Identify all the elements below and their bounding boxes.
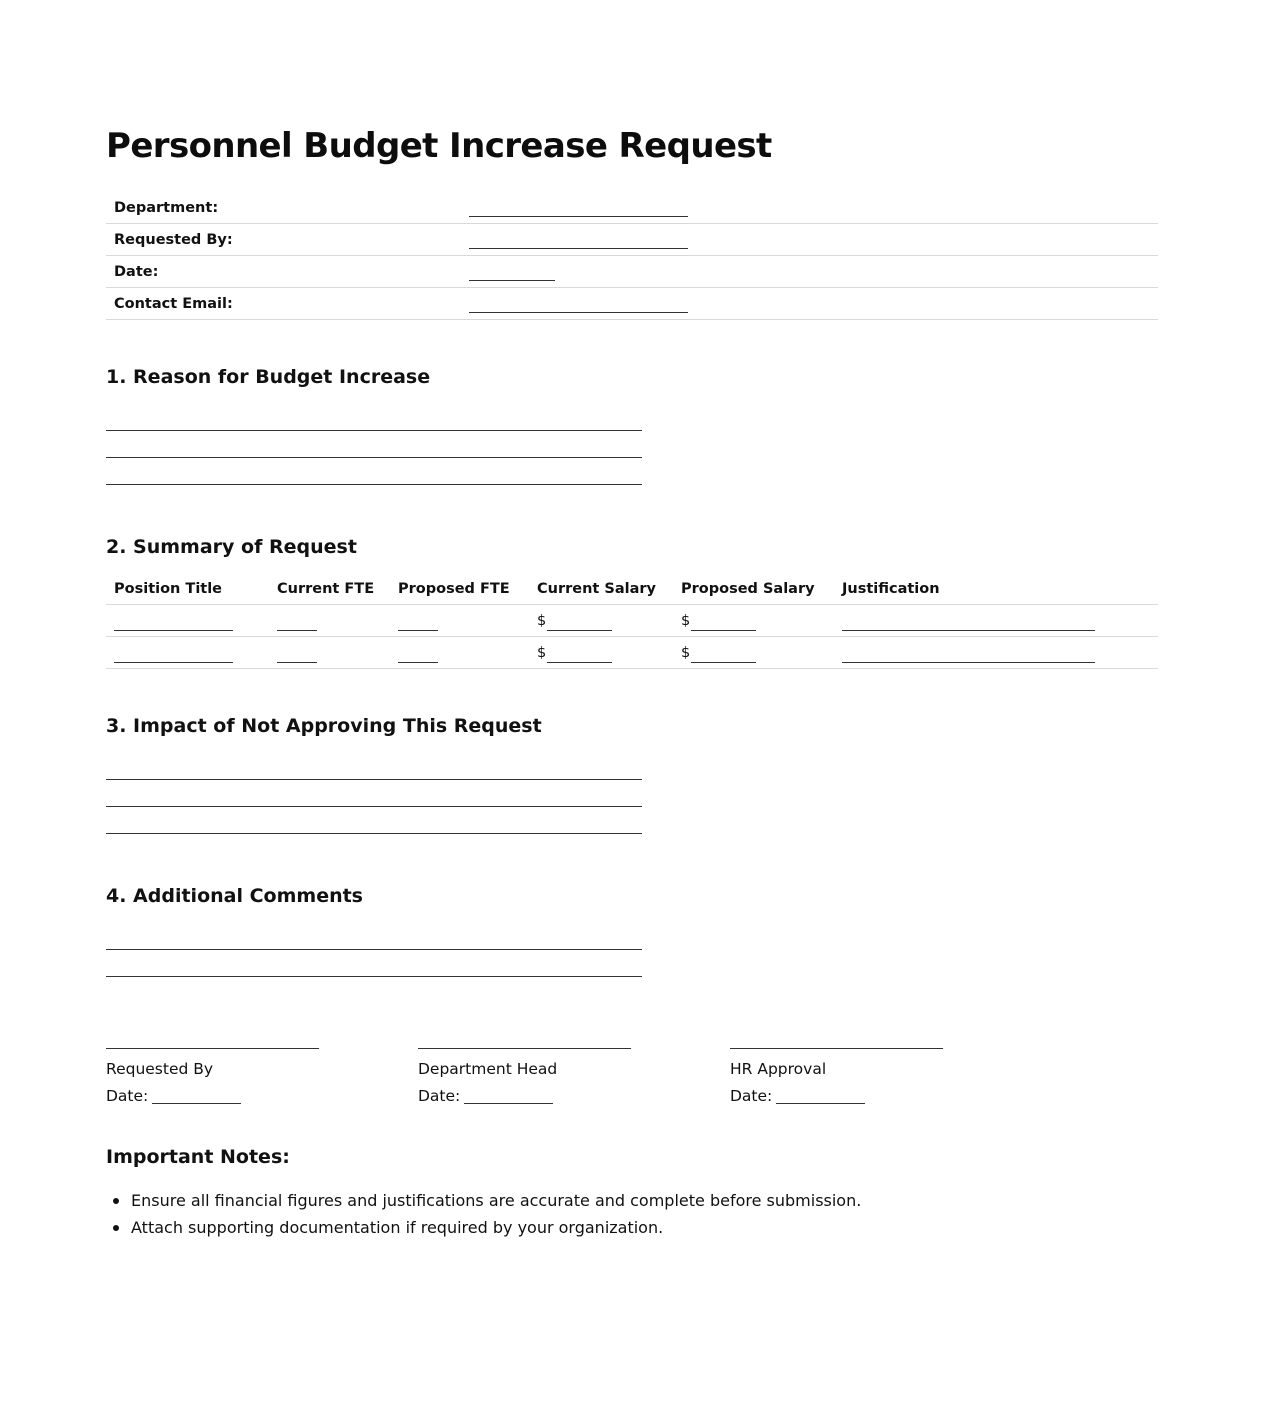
signature-line[interactable] [106,1048,319,1049]
note-text: Attach supporting documentation if required by your organization. [131,1218,664,1237]
bullet-icon [113,1198,119,1204]
current-salary-currency: $ [537,645,547,661]
notes-list [106,1191,861,1245]
contact-email-label: Contact Email: [114,296,233,312]
current-salary-field[interactable] [547,662,612,663]
proposed-salary-currency: $ [681,613,691,629]
section-impact-title: 3. Impact of Not Approving This Request [106,715,542,737]
header-proposed-fte: Proposed FTE [398,581,510,597]
header-proposed-salary: Proposed Salary [681,581,815,597]
impact-line-3[interactable] [106,833,642,834]
signature-date-field[interactable] [776,1103,865,1104]
header-current-fte: Current FTE [277,581,375,597]
justification-field[interactable] [842,630,1095,631]
current-fte-field[interactable] [277,630,317,631]
reason-line-2[interactable] [106,457,642,458]
page-title: Personnel Budget Increase Request [106,126,772,166]
summary-table-header [106,573,1158,605]
current-fte-field[interactable] [277,662,317,663]
table-row [106,605,1158,637]
signature-date-field[interactable] [464,1103,553,1104]
note-text: Ensure all financial figures and justifications are accurate and complete before submission. [131,1191,862,1210]
comments-line-2[interactable] [106,976,642,977]
proposed-fte-field[interactable] [398,630,438,631]
contact-email-field[interactable] [469,312,688,313]
signature-role: HR Approval [730,1060,827,1078]
header-position-title: Position Title [114,581,223,597]
proposed-salary-field[interactable] [691,630,756,631]
impact-line-1[interactable] [106,779,642,780]
current-salary-currency: $ [537,613,547,629]
signature-date-label: Date: [418,1087,461,1105]
header-justification: Justification [842,581,940,597]
requested-by-label: Requested By: [114,232,233,248]
bullet-icon [113,1225,119,1231]
reason-line-3[interactable] [106,484,642,485]
signature-date [730,1087,865,1105]
department-label: Department: [114,200,219,216]
department-field[interactable] [469,216,688,217]
signature-date [418,1087,553,1105]
list-item [106,1191,861,1218]
requested-by-row [106,224,1158,256]
table-row [106,637,1158,669]
justification-field[interactable] [842,662,1095,663]
date-field[interactable] [469,280,555,281]
impact-line-2[interactable] [106,806,642,807]
position-title-field[interactable] [114,630,233,631]
signature-date-label: Date: [106,1087,149,1105]
notes-title: Important Notes: [106,1146,290,1168]
proposed-fte-field[interactable] [398,662,438,663]
contact-email-row [106,288,1158,320]
date-row [106,256,1158,288]
proposed-salary-field[interactable] [691,662,756,663]
comments-line-1[interactable] [106,949,642,950]
signature-line[interactable] [418,1048,631,1049]
section-reason-title: 1. Reason for Budget Increase [106,366,431,388]
signature-role: Department Head [418,1060,558,1078]
section-comments-title: 4. Additional Comments [106,885,363,907]
requested-by-field[interactable] [469,248,688,249]
signature-role: Requested By [106,1060,214,1078]
current-salary-field[interactable] [547,630,612,631]
department-row [106,192,1158,224]
signature-line[interactable] [730,1048,943,1049]
section-summary-title: 2. Summary of Request [106,536,357,558]
list-item [106,1218,861,1245]
position-title-field[interactable] [114,662,233,663]
signature-date-label: Date: [730,1087,773,1105]
signature-date [106,1087,241,1105]
reason-line-1[interactable] [106,430,642,431]
signature-date-field[interactable] [152,1103,241,1104]
header-current-salary: Current Salary [537,581,656,597]
summary-table [106,573,1158,669]
header-info-table [106,192,1158,320]
proposed-salary-currency: $ [681,645,691,661]
date-label: Date: [114,264,159,280]
